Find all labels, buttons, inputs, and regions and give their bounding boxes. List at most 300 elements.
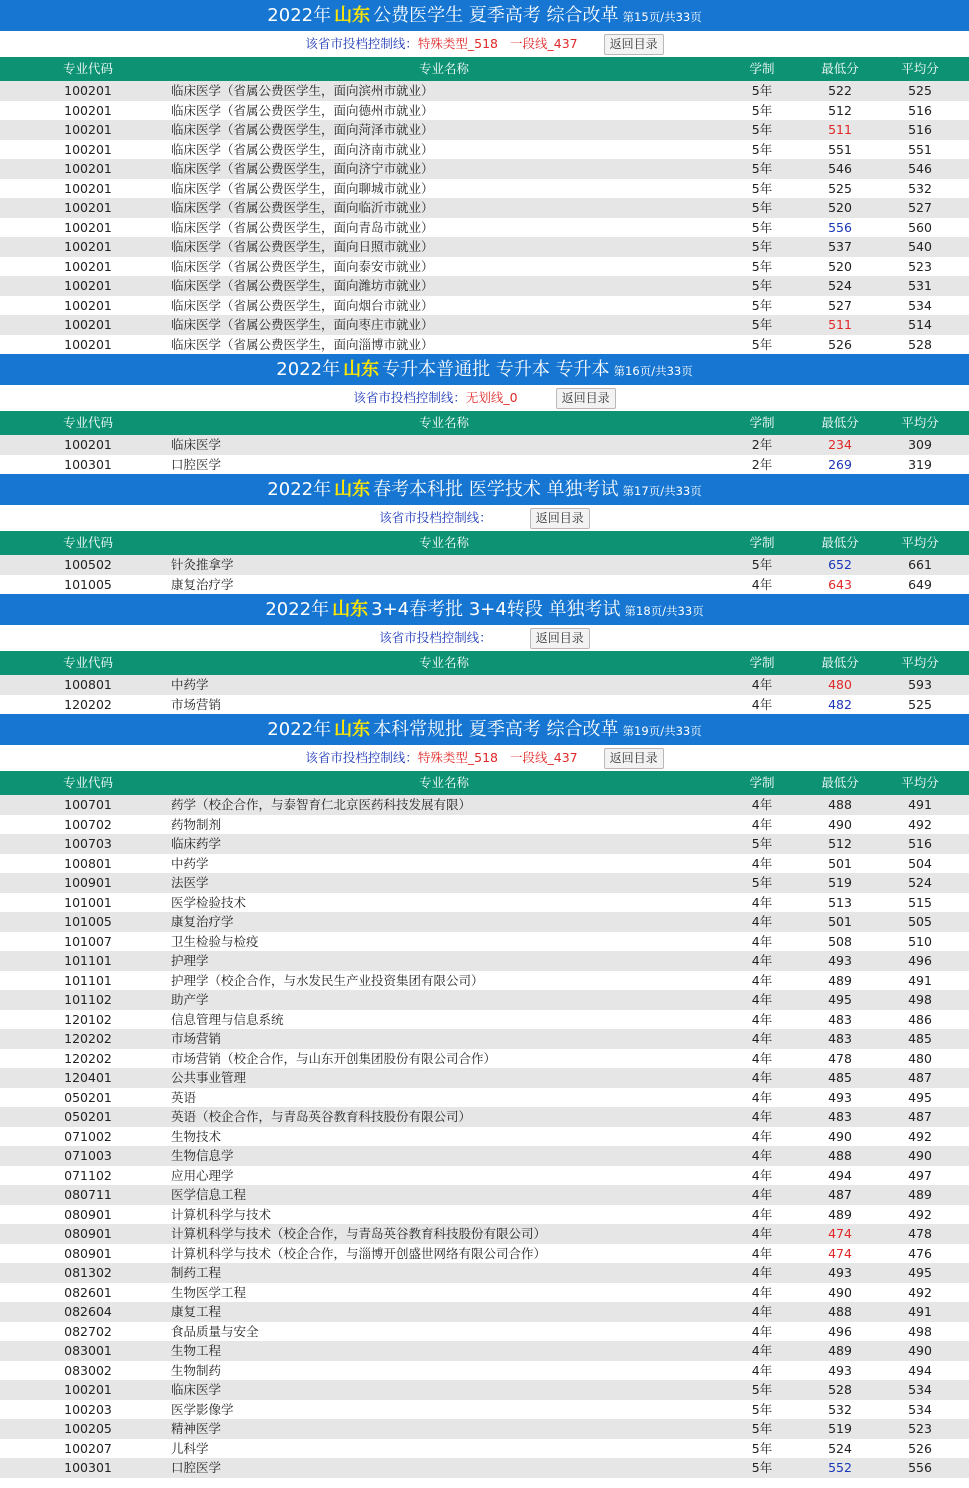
avg-score: 525 — [908, 83, 932, 98]
major-code: 100801 — [64, 855, 112, 871]
avg-score: 489 — [908, 1187, 932, 1202]
table-row — [0, 140, 969, 160]
score-section — [0, 714, 969, 1478]
major-name: 临床医学（省属公费医学生，面向济宁市就业） — [171, 161, 434, 176]
avg-score: 490 — [908, 1343, 932, 1358]
min-score: 489 — [828, 972, 852, 988]
major-code: 120401 — [64, 1070, 112, 1085]
avg-score: 531 — [908, 278, 932, 293]
avg-score: 649 — [908, 576, 932, 592]
control-line-prefix: 该省市投档控制线： — [379, 510, 492, 525]
control-line-bar — [0, 31, 969, 57]
avg-score: 491 — [908, 797, 932, 812]
avg-score: 487 — [908, 1109, 932, 1124]
major-code: 050201 — [64, 1109, 112, 1124]
table-row — [0, 1341, 969, 1361]
study-years: 5年 — [751, 219, 773, 235]
avg-score: 546 — [908, 161, 932, 176]
major-code: 100201 — [64, 122, 112, 137]
min-score: 537 — [828, 239, 852, 254]
major-code: 080901 — [64, 1206, 112, 1222]
study-years: 5年 — [751, 180, 773, 196]
table-row — [0, 1263, 969, 1283]
study-years: 5年 — [751, 836, 773, 851]
table-row — [0, 435, 969, 455]
min-score: 556 — [828, 219, 852, 235]
major-name: 市场营销 — [171, 696, 222, 712]
major-code: 100207 — [64, 1440, 112, 1456]
avg-score: 527 — [908, 200, 932, 215]
title-page-indicator: 第16页/共33页 — [613, 364, 693, 378]
table-row — [0, 1283, 969, 1303]
min-score: 527 — [828, 297, 852, 313]
table-row — [0, 834, 969, 854]
min-score: 487 — [828, 1187, 852, 1202]
min-score: 519 — [828, 1421, 852, 1436]
table-row — [0, 159, 969, 179]
min-score: 495 — [828, 992, 852, 1007]
min-score: 474 — [828, 1226, 852, 1241]
major-code: 100801 — [64, 677, 112, 692]
study-years: 5年 — [751, 122, 773, 137]
control-line-primary: 特殊类型_518 — [417, 750, 498, 765]
min-score: 519 — [828, 875, 852, 890]
major-code: 120202 — [64, 1031, 112, 1046]
title-page-indicator: 第19页/共33页 — [622, 724, 702, 738]
title-province: 山东 — [334, 479, 371, 500]
section-title-banner — [0, 594, 969, 625]
major-code: 100702 — [64, 816, 112, 832]
major-code: 071002 — [64, 1128, 112, 1144]
avg-score: 497 — [908, 1167, 932, 1183]
avg-score: 490 — [908, 1148, 932, 1163]
major-name: 生物医学工程 — [171, 1284, 247, 1300]
min-score: 489 — [828, 1343, 852, 1358]
header-code: 专业代码 — [62, 535, 113, 550]
min-score: 493 — [828, 1362, 852, 1378]
major-name: 临床医学（省属公费医学生，面向淄博市就业） — [171, 336, 434, 352]
major-name: 助产学 — [171, 992, 209, 1007]
study-years: 4年 — [751, 953, 773, 968]
min-score: 511 — [828, 317, 852, 332]
min-score: 552 — [828, 1460, 852, 1475]
min-score: 269 — [828, 456, 852, 472]
avg-score: 505 — [908, 914, 932, 929]
major-name: 口腔医学 — [171, 456, 222, 472]
table-row — [0, 695, 969, 715]
major-name: 精神医学 — [171, 1421, 222, 1436]
major-name: 中药学 — [171, 855, 209, 871]
major-name: 临床医学（省属公费医学生，面向泰安市就业） — [171, 258, 434, 274]
avg-score: 515 — [908, 894, 932, 910]
section-title-banner — [0, 474, 969, 505]
avg-score: 495 — [908, 1089, 932, 1105]
table-row — [0, 1185, 969, 1205]
major-code: 082604 — [64, 1304, 112, 1319]
table-row — [0, 854, 969, 874]
table-row — [0, 575, 969, 595]
avg-score: 516 — [908, 102, 932, 118]
header-name: 专业名称 — [418, 61, 469, 76]
major-name: 临床医学（省属公费医学生，面向青岛市就业） — [171, 219, 434, 235]
min-score: 508 — [828, 933, 852, 949]
major-name: 临床医学（省属公费医学生，面向菏泽市就业） — [171, 122, 434, 137]
major-code: 101007 — [64, 933, 112, 949]
major-code: 101005 — [64, 576, 112, 592]
table-row — [0, 1419, 969, 1439]
study-years: 5年 — [751, 297, 773, 313]
study-years: 2年 — [751, 456, 773, 472]
avg-score: 593 — [908, 677, 932, 692]
avg-score: 523 — [908, 258, 932, 274]
table-header — [0, 57, 969, 81]
major-code: 100502 — [64, 557, 112, 572]
study-years: 4年 — [751, 1167, 773, 1183]
avg-score: 532 — [908, 180, 932, 196]
study-years: 5年 — [751, 258, 773, 274]
table-row — [0, 1439, 969, 1459]
major-code: 080901 — [64, 1226, 112, 1241]
major-name: 临床医学（省属公费医学生，面向潍坊市就业） — [171, 278, 434, 293]
header-years: 学制 — [749, 655, 775, 670]
table-row — [0, 932, 969, 952]
study-years: 5年 — [751, 1382, 773, 1397]
min-score: 511 — [828, 122, 852, 137]
major-code: 120202 — [64, 696, 112, 712]
major-code: 100201 — [64, 141, 112, 157]
study-years: 4年 — [751, 1109, 773, 1124]
major-name: 医学检验技术 — [171, 894, 247, 910]
table-row — [0, 1166, 969, 1186]
major-code: 100201 — [64, 180, 112, 196]
study-years: 5年 — [751, 83, 773, 98]
major-code: 100201 — [64, 336, 112, 352]
back-to-index-button[interactable]: 返回目录 — [530, 508, 590, 529]
study-years: 4年 — [751, 1362, 773, 1378]
major-name: 法医学 — [171, 875, 209, 890]
study-years: 5年 — [751, 875, 773, 890]
min-score: 532 — [828, 1401, 852, 1417]
title-year: 2022年 — [276, 359, 341, 380]
header-years: 学制 — [749, 535, 775, 550]
major-name: 计算机科学与技术（校企合作，与青岛英谷教育科技股份有限公司） — [171, 1226, 547, 1241]
title-province: 山东 — [334, 5, 371, 26]
header-code: 专业代码 — [62, 61, 113, 76]
major-code: 101101 — [64, 953, 112, 968]
study-years: 4年 — [751, 1323, 773, 1339]
table-row — [0, 1107, 969, 1127]
table-header — [0, 411, 969, 435]
major-name: 康复治疗学 — [171, 914, 234, 929]
major-code: 083001 — [64, 1343, 112, 1358]
back-to-index-button[interactable]: 返回目录 — [604, 34, 664, 55]
major-name: 护理学 — [171, 953, 209, 968]
major-name: 卫生检验与检疫 — [171, 933, 259, 949]
score-section — [0, 594, 969, 714]
major-code: 100703 — [64, 836, 112, 851]
min-score: 513 — [828, 894, 852, 910]
major-name: 医学影像学 — [171, 1401, 234, 1417]
major-code: 101101 — [64, 972, 112, 988]
min-score: 493 — [828, 953, 852, 968]
major-code: 101102 — [64, 992, 112, 1007]
avg-score: 516 — [908, 836, 932, 851]
avg-score: 494 — [908, 1362, 932, 1378]
study-years: 2年 — [751, 437, 773, 452]
avg-score: 491 — [908, 1304, 932, 1319]
title-batch: 春考本科批 医学技术 单独考试 — [373, 479, 619, 500]
table-header — [0, 771, 969, 795]
control-line-bar — [0, 745, 969, 771]
major-code: 101001 — [64, 894, 112, 910]
title-page-indicator: 第17页/共33页 — [622, 484, 702, 498]
min-score: 490 — [828, 816, 852, 832]
major-name: 应用心理学 — [171, 1167, 234, 1183]
min-score: 528 — [828, 1382, 852, 1397]
min-score: 483 — [828, 1011, 852, 1027]
major-code: 100201 — [64, 437, 112, 452]
avg-score: 496 — [908, 953, 932, 968]
major-code: 100701 — [64, 797, 112, 812]
major-name: 医学信息工程 — [171, 1187, 247, 1202]
min-score: 501 — [828, 855, 852, 871]
major-code: 100201 — [64, 297, 112, 313]
major-code: 080711 — [64, 1187, 112, 1202]
control-line-bar — [0, 625, 969, 651]
table-row — [0, 555, 969, 575]
table-row — [0, 1029, 969, 1049]
major-name: 市场营销 — [171, 1031, 222, 1046]
title-page-indicator: 第15页/共33页 — [622, 10, 702, 24]
title-year: 2022年 — [265, 599, 330, 620]
table-row — [0, 276, 969, 296]
back-to-index-button[interactable]: 返回目录 — [604, 748, 664, 769]
major-name: 计算机科学与技术 — [171, 1206, 272, 1222]
header-avg-score: 平均分 — [901, 61, 939, 76]
table-row — [0, 990, 969, 1010]
study-years: 4年 — [751, 1245, 773, 1261]
major-name: 康复治疗学 — [171, 576, 234, 592]
min-score: 480 — [828, 677, 852, 692]
major-code: 081302 — [64, 1265, 112, 1280]
table-row — [0, 296, 969, 316]
table-row — [0, 1244, 969, 1264]
avg-score: 510 — [908, 933, 932, 949]
min-score: 524 — [828, 1440, 852, 1456]
avg-score: 556 — [908, 1460, 932, 1475]
major-name: 临床医学（省属公费医学生，面向济南市就业） — [171, 141, 434, 157]
table-row — [0, 675, 969, 695]
control-line-prefix: 该省市投档控制线： — [353, 390, 466, 405]
min-score: 512 — [828, 836, 852, 851]
major-code: 050201 — [64, 1089, 112, 1105]
major-code: 080901 — [64, 1245, 112, 1261]
header-name: 专业名称 — [418, 655, 469, 670]
avg-score: 560 — [908, 219, 932, 235]
major-name: 临床医学 — [171, 1382, 222, 1397]
min-score: 520 — [828, 258, 852, 274]
major-code: 082702 — [64, 1323, 112, 1339]
header-years: 学制 — [749, 415, 775, 430]
study-years: 4年 — [751, 696, 773, 712]
avg-score: 492 — [908, 1284, 932, 1300]
table-row — [0, 315, 969, 335]
study-years: 4年 — [751, 1011, 773, 1027]
study-years: 4年 — [751, 855, 773, 871]
title-batch: 公费医学生 夏季高考 综合改革 — [373, 5, 619, 26]
study-years: 4年 — [751, 1304, 773, 1319]
study-years: 5年 — [751, 141, 773, 157]
min-score: 546 — [828, 161, 852, 176]
table-row — [0, 1205, 969, 1225]
major-code: 100201 — [64, 102, 112, 118]
table-row — [0, 912, 969, 932]
study-years: 4年 — [751, 677, 773, 692]
table-row — [0, 1068, 969, 1088]
back-to-index-button[interactable]: 返回目录 — [530, 628, 590, 649]
major-name: 针灸推拿学 — [171, 557, 234, 572]
min-score: 494 — [828, 1167, 852, 1183]
major-name: 生物制药 — [171, 1362, 222, 1378]
header-min-score: 最低分 — [821, 775, 859, 790]
study-years: 4年 — [751, 972, 773, 988]
min-score: 496 — [828, 1323, 852, 1339]
study-years: 4年 — [751, 1050, 773, 1066]
major-code: 100201 — [64, 239, 112, 254]
header-min-score: 最低分 — [821, 415, 859, 430]
min-score: 488 — [828, 1148, 852, 1163]
back-to-index-button[interactable]: 返回目录 — [556, 388, 616, 409]
avg-score: 524 — [908, 875, 932, 890]
title-year: 2022年 — [267, 719, 332, 740]
min-score: 234 — [828, 437, 852, 452]
avg-score: 486 — [908, 1011, 932, 1027]
major-code: 100203 — [64, 1401, 112, 1417]
avg-score: 487 — [908, 1070, 932, 1085]
study-years: 4年 — [751, 1187, 773, 1202]
study-years: 4年 — [751, 1031, 773, 1046]
avg-score: 504 — [908, 855, 932, 871]
table-row — [0, 198, 969, 218]
major-name: 中药学 — [171, 677, 209, 692]
avg-score: 516 — [908, 122, 932, 137]
major-name: 信息管理与信息系统 — [171, 1011, 284, 1027]
major-name: 生物技术 — [171, 1128, 222, 1144]
major-name: 临床药学 — [171, 836, 222, 851]
header-min-score: 最低分 — [821, 655, 859, 670]
major-name: 计算机科学与技术（校企合作，与淄博开创盛世网络有限公司合作） — [171, 1245, 547, 1261]
min-score: 478 — [828, 1050, 852, 1066]
table-row — [0, 218, 969, 238]
min-score: 526 — [828, 336, 852, 352]
major-name: 药物制剂 — [171, 816, 222, 832]
control-line-primary: 无划线_0 — [465, 390, 518, 405]
header-years: 学制 — [749, 775, 775, 790]
title-batch: 本科常规批 夏季高考 综合改革 — [373, 719, 619, 740]
section-title-banner — [0, 0, 969, 31]
study-years: 4年 — [751, 576, 773, 592]
major-code: 100201 — [64, 161, 112, 176]
score-section — [0, 0, 969, 354]
table-header — [0, 651, 969, 675]
major-code: 100301 — [64, 1460, 112, 1475]
title-province: 山东 — [332, 599, 369, 620]
study-years: 5年 — [751, 1401, 773, 1417]
major-code: 120102 — [64, 1011, 112, 1027]
major-code: 101005 — [64, 914, 112, 929]
avg-score: 525 — [908, 696, 932, 712]
table-row — [0, 257, 969, 277]
study-years: 5年 — [751, 557, 773, 572]
major-name: 护理学（校企合作，与水发民生产业投资集团有限公司） — [171, 972, 484, 988]
table-row — [0, 1088, 969, 1108]
table-row — [0, 1322, 969, 1342]
table-row — [0, 335, 969, 355]
avg-score: 534 — [908, 1382, 932, 1397]
major-name: 临床医学（省属公费医学生，面向聊城市就业） — [171, 180, 434, 196]
min-score: 643 — [828, 576, 852, 592]
table-row — [0, 1361, 969, 1381]
avg-score: 478 — [908, 1226, 932, 1241]
study-years: 4年 — [751, 992, 773, 1007]
major-name: 临床医学（省属公费医学生，面向日照市就业） — [171, 239, 434, 254]
header-avg-score: 平均分 — [901, 535, 939, 550]
study-years: 5年 — [751, 200, 773, 215]
avg-score: 534 — [908, 1401, 932, 1417]
major-code: 100201 — [64, 219, 112, 235]
study-years: 4年 — [751, 1343, 773, 1358]
table-row — [0, 951, 969, 971]
major-code: 100201 — [64, 83, 112, 98]
avg-score: 319 — [908, 456, 932, 472]
study-years: 4年 — [751, 1070, 773, 1085]
major-name: 临床医学（省属公费医学生，面向滨州市就业） — [171, 83, 434, 98]
avg-score: 309 — [908, 437, 932, 452]
study-years: 5年 — [751, 239, 773, 254]
major-name: 药学（校企合作，与泰智育仁北京医药科技发展有限） — [171, 797, 472, 812]
major-code: 083002 — [64, 1362, 112, 1378]
min-score: 520 — [828, 200, 852, 215]
major-name: 临床医学（省属公费医学生，面向临沂市就业） — [171, 200, 434, 215]
control-line-prefix: 该省市投档控制线： — [305, 750, 418, 765]
title-batch: 3+4春考批 3+4转段 单独考试 — [371, 599, 621, 620]
min-score: 488 — [828, 1304, 852, 1319]
table-row — [0, 971, 969, 991]
study-years: 4年 — [751, 1265, 773, 1280]
table-header — [0, 531, 969, 555]
header-avg-score: 平均分 — [901, 415, 939, 430]
avg-score: 491 — [908, 972, 932, 988]
min-score: 490 — [828, 1284, 852, 1300]
title-year: 2022年 — [267, 479, 332, 500]
min-score: 488 — [828, 797, 852, 812]
score-section — [0, 354, 969, 474]
table-row — [0, 455, 969, 475]
table-row — [0, 81, 969, 101]
table-row — [0, 1224, 969, 1244]
avg-score: 534 — [908, 297, 932, 313]
avg-score: 526 — [908, 1440, 932, 1456]
min-score: 493 — [828, 1089, 852, 1105]
min-score: 482 — [828, 696, 852, 712]
study-years: 4年 — [751, 1226, 773, 1241]
avg-score: 492 — [908, 1128, 932, 1144]
avg-score: 485 — [908, 1031, 932, 1046]
table-row — [0, 1049, 969, 1069]
major-code: 100901 — [64, 875, 112, 890]
avg-score: 661 — [908, 557, 932, 572]
table-row — [0, 1400, 969, 1420]
